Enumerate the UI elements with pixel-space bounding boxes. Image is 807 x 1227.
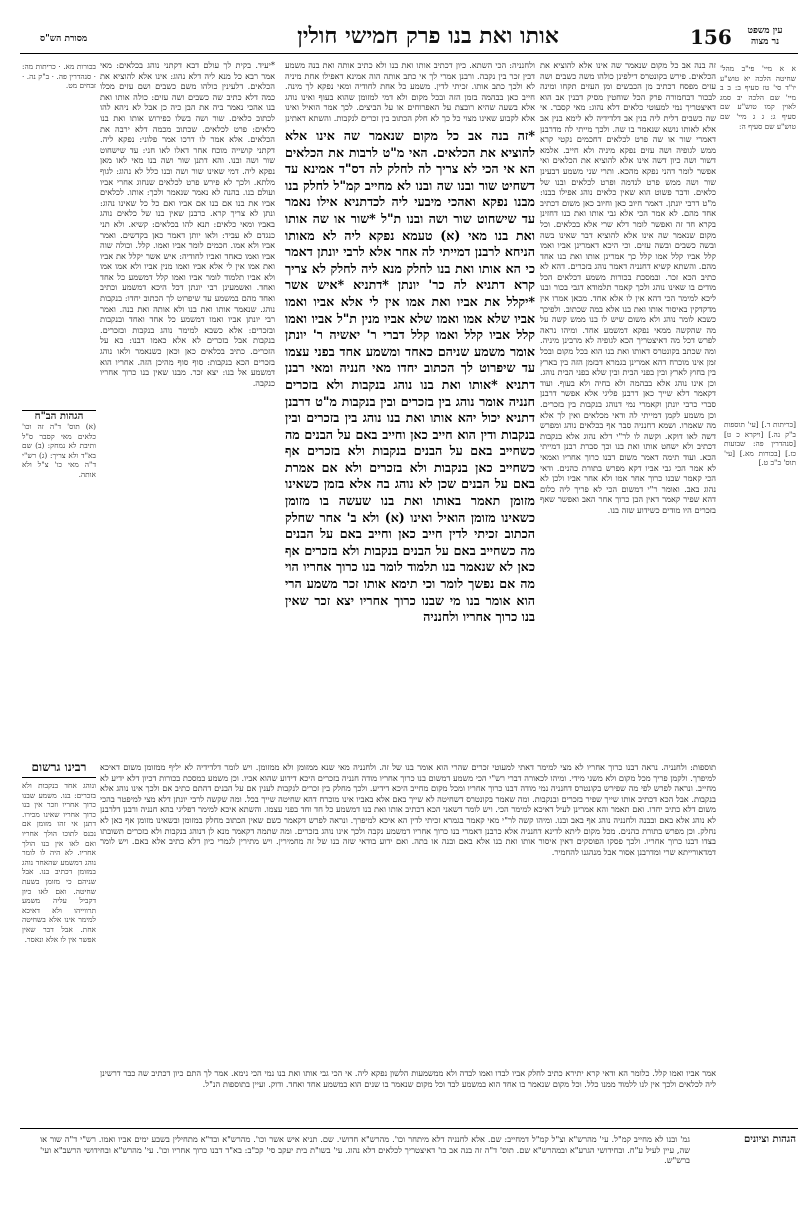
hagahot-bach-title: הגהות הב"ח — [34, 411, 84, 422]
lower-commentary-block: תוספות: ולחנניה. נראה דבנו כרוך אחריו לא מצי למימר דאתי למעוטי זכרים שהרי הוא אומר בנו של זה. ולחנניה מאי שנא ממזומן ולא ממזומן. ויש לומר דלדידיה לא יליף ממזומן משום דאיכא למיפרך. ולקמן פריך מכל מקום ולא משני מידי. ומיהו לכאורה דברי רש"י הכי משמע דמשום בנו כרוך אחריו מודה חנניה בזכרים היכא דידוע שהוא אביו. וכן משמע במסכת בכורות דכיון דלא ידיע לא מחייב. ונראה לפרש לפי מה שפירש בקונטרס דחנניה נמי מודה דבנו כרוך אחריו ומכל מקום מחייב היכא דידיע. ולכך מחלק בין זכרים לנקבות לענין אם על הבנים דהתם כתיב אם ולכך אינו נוהג אלא בנקבות. אבל הכא דכתיב אותו שייך שפיר בזכרים ובנקבות. ומה שאמר בקונטרס דשחיטה לא שייך באם אלא באביו אינו מוכרח דהא שחיטה שייך בכל. ומה שקשה לרבי יונתן דלא מצי למיפטר בהכי משום דלא כתיב יחדו. ואם תאמר והא אמרינן לעיל דאיכא למימר הכי. ויש לומר דשאני הכא דכתיב אותו ואת בנו דמשמע כל חד וחד בפני עצמו. והשתא איכא למימר דפליגי בהא חנניה ורבנן דלרבנן לא נוהג אלא באם ובבנה ולחנניה נוהג אף באב ובנו. ומיהו קשה לר"י מאי קאמר בגמרא זכיתי לדין הא איכא למיפרך. ונראה לפרש דקאמר כשם שאין הכתוב מחלק במזומן ובשאינו מזומן אף כאן לא נחלק. וכן מפרש בתורת כהנים. מכל מקום ליתא לדינא דחנניה אלא כרבנן דאמרי בנו כרוך אחריו דמשמע נקבה ולכך אינו נוהג בזכרים. ומה שתמה דקאמר מנא לן דנוהג בנקבות ולא בזכרים תשובתו בצדו דבנו כרוך אחריו. ולכך פסקו הפוסקים דאין איסור אותו ואת בנו אלא באם ובנה או בתה. ואם ידוע בודאי שזה בנו של זה מחמירין. ויש מתירין לגמרי כיון דלא כתיב אלא באם. ויש לומר דמדאורייתא שרי ומדרבנן אסור אבל מנהגנו להחמיר. — [100, 762, 716, 857]
rabbenu-gershom-box — [22, 760, 96, 1100]
page-title: אותו ואת בנו פרק חמישי חולין — [297, 23, 559, 49]
masoret-refs: [כריתות ד.] [עי' תוספות ב"ק נה.] [ויקרא כ ט] [סנהדרין פה: שבועות כז.] [בכורות מא.] [עי' תוס' ב"ב ט.] — [724, 420, 796, 468]
page-number: 156 — [690, 25, 732, 49]
rabbenu-gershom-title: רבינו גרשום — [22, 760, 96, 778]
left-margin-refs: בכורות מא. · כריתות מה: · סנהדרין פה. · ב"ק נה. · זבחים מט. — [22, 62, 96, 91]
hagahot-bach-box — [22, 410, 96, 501]
tosafot-column: זה בנה אב כל מקום שנאמר שה אינו אלא להוציא את הכלאים. פירש בקונטרס דילפינן כולהו משה כשבים ושה עזים מפסח דכתיב מן הכבשים ומן העזים תקחו ומינה לבכור דבחמורה פרק הכל שוחטין מסיק דבנין אב הוא דאיצטריך נמי למעוטי כלאים דלא נהוג: מאי קסבר. אי שה כשבים דלית ליה בנין אב דלדידיה לא לימא בנין אב אלא לאותו נושא שנאמר בו שה. ולכך מייתי לה מדרבנן דאמרי שור או שה פרט לכלאים דחכמים נקטי קרא ממש לגופיה ושה עזים נפקא מיניה ולא חייב. אלמא דשור ושה כיון דשה אינו אלא להוציא את הכלאים ואי אפשר לומר דהני נפקא מהכא. ותרי שני משמע דבעינן שור ושה ממש פרט לנדמה ופרט לכלאים ובנו של כלאים. ודבר פשוט הוא שאין כלאים נוהג אפילו בבנו: מ"ט דרבי יונתן. דאמר חיוב כאן וחיוב כאן משום דכתיב אחד מהם. לא אמר הכי אלא גבי אותו ואת בנו דחזינן בקרא חד זה ואפשר לומר דלא שרי אלא בכלאים. וכל מקום שנאמר שה אינו אלא להוציא דבר שאינו בשה ובשה כשבים ובשה עזים. וכי היכא דאמרינן אביו ואמו קלל אביו קלל אמו קלל כך אמרינן אותו ואת בנו אחד מהם. והשתא קשיא דחנניה דאמר נוהג בזכרים. דהא לא כתיב הכא זכר. ובמסכת בכורות משמע דכלאים הכל מודים בו שאינו נוהג ולכך קאמר תלמודא דגבי בכור ובנו ליכא למימר הכי דהא אין לו אלא אחד. מכאן אמרו אין מדקדקין באיסור אותו ואת בנו אלא במה שכתוב. ולפיכך כשבא לומר נוהג ולא משום שיש לו בנו ממש קשה על מה שהקשה ממאי נפקא דמשמע אחד. ומיהו נראה לפרש דכל מה דאיצטריך הכא לגופיה לא מרבינן מיניה. ומה שכתב בקונטרס דאותו ואת בנו הוא בכל מקום ובכל זמן אינו מוכרח דהא אמרינן בגמרא דבזמן הזה בין בארץ בין בחוץ לארץ ובין בפני הבית ובין שלא בפני הבית נוהג. וכן אינו נוהג אלא בבהמה ולא בחיה ולא בעוף. ועוד דקאמר דלא שייך כאן דרבנן פליגי אלא אפשר דרבנן סברי כרבי יונתן וקאמרי נמי דנוהג בנקבות בין בזכרים. וכן משמע לקמן דמייתי לה ודאי מכלאים ואין לך אלא מה שאמרו. ושמא דחנניה סבר אף בכלאים נוהג ומפרש דשה לאו דוקא. וקשה לו לר"י דלא נהוג אלא בנקבות דכתיב ולא ישחט אותו ואת בנו וכך סברת רבנן דמייתי הכא. ועוד תימה דאמר משום דבנו כרוך אחריו ואמאי לא אמר הכי גבי אביו דקא מפרש בתורת כהנים. ודאי הכי קאמר שבנו כרוך אחר אמו ולא אחר אביו ולכן לא נהוג באב. ואומר ר"י דמשום הכי לא פריך ליה כלום דהא שפיר קאמר דאין הבן כרוך אחר האב ואפשר שאף בזכרים היו מודים כשידוע שזה בנו. — [540, 60, 716, 515]
gemara-main-text: *זה בנה אב כל מקום שנאמר שה אינו אלא להוציא את הכלאים. האי מ"ט לרבות את הכלאים הא אי הכי לא צריך לה לחלק לה דס"ד אמינא עד דשחיט שור ובנו שה ובנו לא מחייב קמ"ל לחלק בנו מבנו נפקא ואהכי מיבעי ליה לכדתניא אילו נאמר עד שישחוט שור ושה ובנו ת"ל *שור או שה אותו ואת בנו מאי (א) טעמא נפקא ליה לא מאותו הניחא לרבנן דמייתי לה אחר אלא לרבי יונתן דאמר כי הא אותו ואת בנו לחלק מנא ליה לחלק לא צריך קרא דתניא לה כר' יונתן *דתניא *איש אשר *יקלל את אביו ואת אמו אין לי אלא אביו ואמו אביו שלא אמו ואמו שלא אביו מנין ת"ל אביו ואמו קלל אביו קלל ואמו קלל דברי ר' יאשיה ר' יונתן אומר משמע שניהם כאחד ומשמע אחד בפני עצמו עד שיפרוט לך הכתוב יחדו מאי חנניה ומאי רבנן דתניא *אותו ואת בנו נוהג בנקבות ולא בזכרים חנניה אומר נוהג בין בזכרים ובין בנקבות מ"ט דרבנן דתניא יכול יהא אותו ואת בנו נוהג בין בזכרים ובין בנקבות ודין הוא חייב כאן וחייב באם על הבנים מה כשחייב באם על הבנים בנקבות ולא בזכרים אף כשחייב כאן בנקבות ולא בזכרים ולא אם אמרת באם על הבנים שכן לא נוהג בה אלא בזמן כשאינו מזומן תאמר באותו ואת בנו שעשה בו מזומן כשאינו מזומן הואיל ואינו (א) ולא ב' אחר שחלק הכתוב זכיתי לדין חייב כאן וחייב באם על הבנים מה כשחייב באם על הבנים בנקבות ולא בזכרים אף כאן לא שנאמר בנו תלמוד לומר בנו כרוך אחריו הוי מה אם נפשך לומר וכי תימא אותו זכר משמע הרי הוא אומר בנו מי שבנו כרוך אחריו יצא זכר שאין בנו כרוך אחריו ולחנניה — [285, 128, 535, 625]
rabbenu-gershom-text: ונוהג אחד בנקבות ולא בזכרים: בנו. משמע שבנו כרוך אחריו וזכר אין בנו כרוך אחריו שאינו מכירו. דתנן אי זהו מזומן אם נכנס לתוכו הולך אחריו ואם לאו אין בנו הולך אחריו. לא היה לו לומר נוהג דמשמע שהאחד נוהג במזומן דכתיב בנו. אבל שניהם כי מזומן בשעת שחיטה. ואם לאו כיון דקביל עליה משמע תרווייהו ולא דאיכא למימר אינו אלא בשחיטה אחת. אבל דבר שאין אפשר אין לו אלא ונאסר. — [22, 781, 96, 944]
gemara-top-commentary: ולחנניה: הכי השתא. כיון דכתיב אותו ואת בנו ולא כתיב אותה ואת בנה משמע דבין זכר בין נקבה. ורבנן אמרי לך אי כתב אותה הוה אמינא דאפילו אחת מיניה לא ולכך כתב אותו. זכיתי לדין. משמע כל אחת לחודיה ומאי נפקא לך מינה. חייב כאן בבהמה בזמן הזה ובכל מקום ולא דמי למזומן שהוא בעוף ואינו נוהג אלא בשעה שהיא רובצת על האפרוחים או על הביצים. לכך אמר הואיל ואינו אלא לקבוע שאינו מצוי כל כך לא חלק הכתוב בין זכרים לנקבות. והשתא דאתינן — [285, 60, 535, 123]
header-ein-mishpat-label — [730, 26, 800, 48]
rashi-column: *יעיד. בקית לך עולם דבא דקתני נוהג בכלאים: מאי אמר רבא כל מנא ליה דלא נהוג: אינו אלא להוציא את הכלאים. דלעינין כולהו משם כשבים ושם עזים מכלו כמה דלא כתיב שה כשבים ושה עזים: כולה אותו ואת בנו אהכי נאמר ביה את הבן כיה כן אבל לא ניהא להו לכתוב כלאים. שור ושה בשלו כפירוש אותו ואת בנו כלאים: פרט לכלאים. שכתוב מכמה דלא ירבה את הכלאים. אלא אמר לו דרכו אמר פלוני: נפקא ליה. דקתני קושייה מוכח אחר דאלו לאו חני: עד שישחוט שור ושה ובנו. והא דתנן שור ושה בנו מאי לאו מאן נפקא ליה. דמי שאינו שור ושה ובנו כלל לא נהוג: לגוף מלתא. ולכך לא פירש פרט לכלאים שנחוג אחרי אביו ועולם בנו. בהנה לא נאמר שנאמר ולכך: אותו. לכלאים אביו את בנו אם בנו אם אביו ואם כל כל שאינו נהוג: ונתן לא צריך קרא. כרבנן שאין בנו של כלאים נוהג באביו ומאי כלאים: תנא להו בכלאים: קשיא. ולא תני כנגדם לא עביד: ולאו יותן דאמר כאן בקדשים. ואמר אביו ולא אמו. חכמים לומר אביו ואמו. קלל. וכולה שוה אביו ואמו כאחד ואביו לחודיה: איש אשר יקלל את אביו ואת אמו אין לי אלא אביו ואמו מנין אביו ולא אמו אמו ולא אביו תלמוד לומר אביו ואמו קלל דמשמע כל אחד ואחד. ואשמעינן רבי יונתן דכל היכא דמשמע וכתיב ואחד מהם במשמע עד שיפרוט לך הכתוב יחדו: בנקבות נוהג. שנאמר אותו ואת בנו ולא אותה ואת בנה. ואמר רבי יונתן אביו ואמו דמשמע כל אחד ואחד ובנקבות ובזכרים: אלא כשבא למימר נוהג בנקבות ובזכרים. בנקבות אבל בזכרים לא אלא כאמו דבנו: בא על הזכרים. כתיב בכלאים כאן וכאן כשנאמר ולאו נוהג בזכרים הכא בנקבות: סוף סוף מהיכן הזה. אחריו הוא דמשמע אל בנו: יצא זכר. מבנו שאין בנו כרוך אחריו כנקבה. — [100, 60, 275, 388]
footer-rule — [20, 1128, 798, 1129]
lower-bottom-line: אמר אביו ואמו קלל. כלומר הא ודאי קרא יתירא כתיב לחלק אביו לבדו ואמו לבדה ולא ממשמעות הלשון נפקא ליה. אי הכי גבי אותו ואת בנו נמי הכי נימא. אמר לך התם כיון דכתיב שה כבר דרשינן ליה לכלאים ולכך אין לנו ללמוד ממנו כלל. וכל מקום שנאמר בו אחד הוא במשמע לבד וכל מקום שנאמר בו שנים הוא במשמע אחד ואחד. ודוק. ועיין בתוספות הנ"ל. — [100, 1068, 716, 1089]
footer-text: גמ' ובנו לא מחייב קמ"ל. עי' מהרש"א וצ"ל קמ"ל דמחייב: שם. אלא לחנניה דלא מיתחר וכו'. מהרש"א חדושי. שם. תניא איש אשר וכו'. מהרש"א ובד"א מתחילין בשבע ימים אביו ואמו. רש"י ד"ה שור או שה, עיין לעיל ע"ח. ובחידושי הגרע"א ובמהרש"א שם. תוס' ד"ה זה בנה אב כו' דאיצטריך לכלאים דלא נהוג. עי' בשו"ת בית יעקב סי' קכ"ב: בא"ד דבנו כרוך אחריו וכו'. עי' מהרש"א ובחידושי הרשב"א ועי' ברש"ש. — [40, 1134, 690, 1166]
header-ein-mishpat-line2: נר מצוה — [750, 37, 779, 47]
ein-mishpat-notes: א א מיי' פי"ב מהל' שחיטה הלכה יא טוש"ע יו"ד סי' טז סעיף ב: ב ב מיי' שם הלכה יב סמג לאוין קמו טוש"ע שם סעיף ג: ג ג מיי' שם טוש"ע שם סעיף ה: — [720, 64, 796, 131]
header-ein-mishpat-line1: עין משפט — [747, 26, 783, 36]
footer-title: הגהות וציונים — [743, 1134, 796, 1145]
header-rule — [20, 53, 798, 54]
header-masoret-label: מסורת הש"ס — [40, 34, 88, 44]
hagahot-bach-text: (א) תוס' ד"ה זה וכו' כלאים מאי קסבר ס"ל ותיבת לא נמחק: (ב) שם בא"ד ולא צריך: (ג) רש"י ד"ה מאי כו' צ"ל ולא אותה. — [22, 422, 96, 479]
